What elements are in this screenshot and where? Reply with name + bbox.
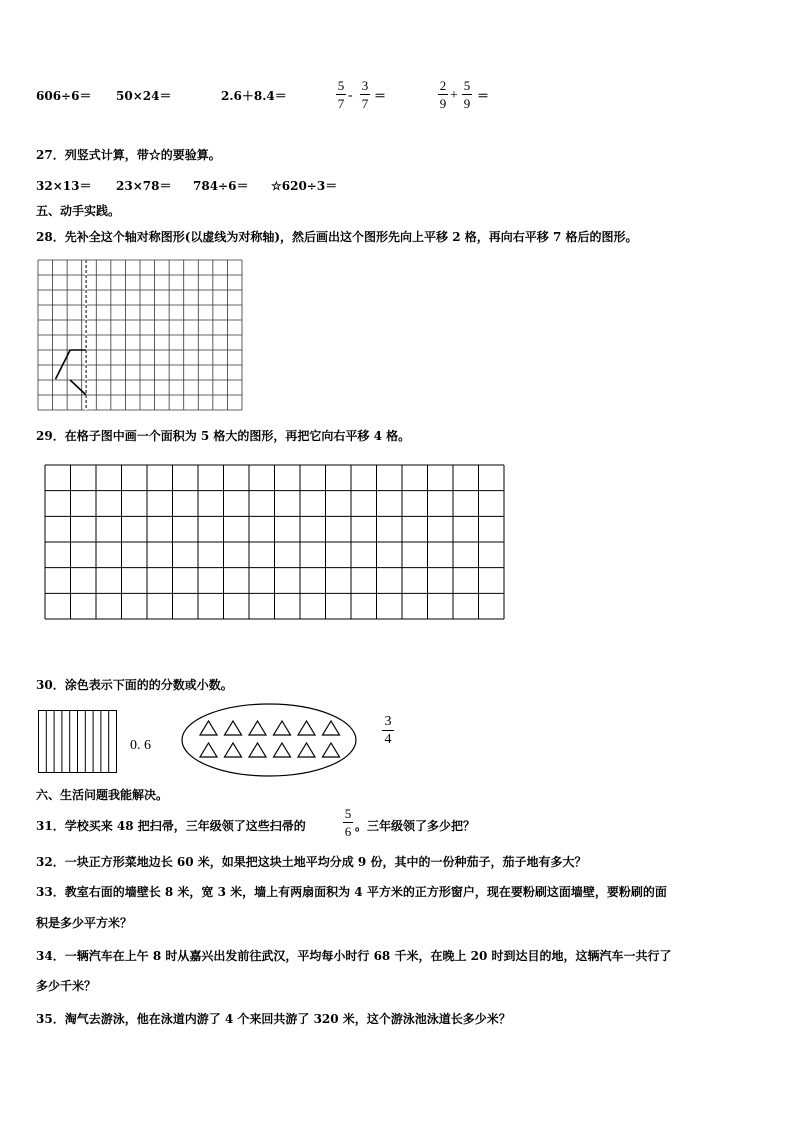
section-6-heading: 六、生活问题我能解决。 bbox=[36, 788, 169, 802]
triangle bbox=[200, 721, 217, 735]
triangle bbox=[298, 721, 315, 735]
fraction-5-7 bbox=[336, 78, 346, 111]
numerator: 5 bbox=[337, 78, 345, 93]
minus-sign: - bbox=[348, 88, 353, 103]
grid-q28 bbox=[38, 260, 243, 410]
oval-outline bbox=[182, 704, 356, 776]
denominator: 7 bbox=[361, 96, 369, 111]
triangle bbox=[225, 743, 242, 757]
calc-50-times-24: 50×24＝ bbox=[116, 89, 172, 103]
calc-606-div-6: 606÷6＝ bbox=[36, 89, 92, 103]
half-shape-edge bbox=[70, 380, 86, 395]
triangle bbox=[274, 743, 291, 757]
numerator: 3 bbox=[361, 78, 369, 93]
equals-sign: ＝ bbox=[374, 89, 387, 103]
question-30: 30．涂色表示下面的的分数或小数。 bbox=[36, 678, 233, 692]
denominator: 9 bbox=[463, 96, 471, 111]
denominator: 7 bbox=[337, 96, 345, 111]
denominator: 4 bbox=[384, 732, 392, 747]
fraction-5-9 bbox=[462, 78, 472, 111]
denominator: 6 bbox=[344, 824, 352, 839]
triangle bbox=[323, 721, 340, 735]
question-35: 35．淘气去游泳，他在泳道内游了 4 个来回共游了 320 米，这个游泳池泳道长多少米？ bbox=[36, 1012, 511, 1026]
triangle bbox=[298, 743, 315, 757]
denominator: 9 bbox=[439, 96, 447, 111]
triangle bbox=[249, 743, 266, 757]
question-28: 28．先补全这个轴对称图形(以虚线为对称轴)，然后画出这个图形先向上平移 2 格，再向右平移 7 格后的图形。 bbox=[36, 230, 638, 244]
section-5-heading: 五、动手实践。 bbox=[36, 204, 121, 218]
triangle bbox=[274, 721, 291, 735]
calc-784-div-6: 784÷6＝ bbox=[193, 179, 249, 193]
question-27: 27．列竖式计算，带☆的要验算。 bbox=[36, 148, 221, 162]
plus-sign: + bbox=[450, 88, 458, 103]
decimal-label: 0. 6 bbox=[130, 738, 151, 753]
calc-32-times-13: 32×13＝ bbox=[36, 179, 92, 193]
fraction-5-6 bbox=[343, 806, 353, 839]
question-31-end: 。三年级领了多少把？ bbox=[355, 819, 476, 833]
calc-23-times-78: 23×78＝ bbox=[116, 179, 172, 193]
question-32: 32．一块正方形菜地边长 60 米，如果把这块土地平均分成 9 份，其中的一份种茄子，茄子地有多大？ bbox=[36, 855, 587, 869]
calc-2.6-plus-8.4: 2.6＋8.4＝ bbox=[221, 89, 287, 103]
numerator: 2 bbox=[439, 78, 447, 93]
equals-sign: ＝ bbox=[477, 89, 490, 103]
triangle bbox=[249, 721, 266, 735]
fraction-2-9 bbox=[438, 78, 448, 111]
triangle bbox=[200, 743, 217, 757]
grid-q29 bbox=[45, 465, 505, 620]
question-29: 29．在格子图中画一个面积为 5 格大的图形，再把它向右平移 4 格。 bbox=[36, 429, 411, 443]
numerator: 3 bbox=[384, 714, 392, 729]
question-31-text: 31．学校买来 48 把扫帚，三年级领了这些扫帚的 bbox=[36, 819, 306, 833]
fraction-3-7 bbox=[360, 78, 370, 111]
fraction-3-4 bbox=[382, 714, 394, 747]
triangle bbox=[225, 721, 242, 735]
triangle bbox=[323, 743, 340, 757]
striped-rectangle bbox=[38, 710, 118, 773]
question-33-line2: 积是多少平方米？ bbox=[36, 916, 133, 930]
triangles-oval bbox=[180, 702, 360, 780]
numerator: 5 bbox=[344, 806, 352, 821]
question-34-line2: 多少千米？ bbox=[36, 979, 97, 993]
numerator: 5 bbox=[463, 78, 471, 93]
calc-620-div-3: ☆620÷3＝ bbox=[271, 179, 338, 193]
question-34-line1: 34．一辆汽车在上午 8 时从嘉兴出发前往武汉，平均每小时行 68 千米，在晚上 20 时到达目的地，这辆汽车一共行了 bbox=[36, 949, 672, 963]
question-33-line1: 33．教室右面的墙壁长 8 米，宽 3 米，墙上有两扇面积为 4 平方米的正方形窗户，现在要粉刷这面墙壁，要粉刷的面 bbox=[36, 885, 667, 899]
half-shape-edge bbox=[56, 350, 71, 379]
